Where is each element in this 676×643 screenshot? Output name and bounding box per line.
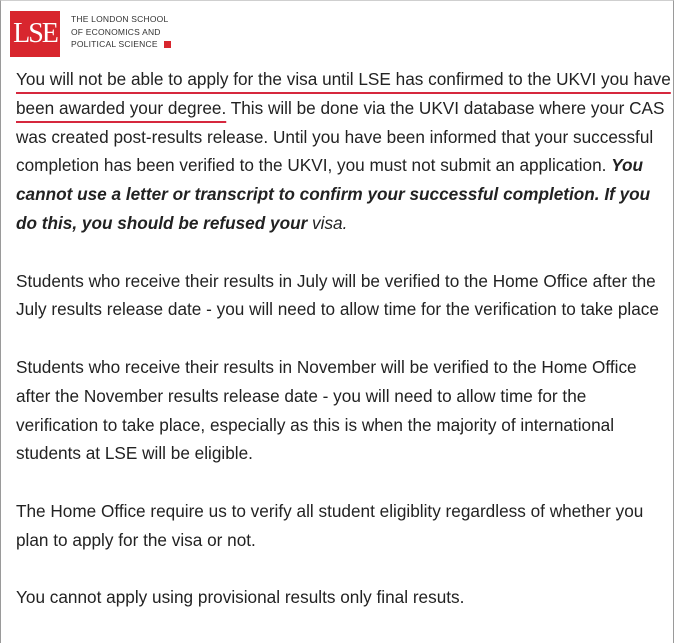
- logo-line-2: OF ECONOMICS AND: [71, 26, 161, 37]
- lse-logo-mark: LSE: [10, 11, 60, 57]
- logo-line-1: THE LONDON SCHOOL: [71, 14, 169, 24]
- paragraph-text: This will be done via the UKVI database where your CAS was created post-results release. Until you have been informed that your successful completion has been verified to the UKVI, you must not submit an application.: [16, 97, 665, 176]
- paragraph-eligibility: The Home Office require us to verify all student eligiblity regardless of whether you plan to apply for the visa or not.: [16, 500, 644, 550]
- logo-line-3-text: POLITICAL SCIENCE: [71, 39, 158, 49]
- lse-logo: [10, 11, 171, 59]
- paragraph-november-results: Students who receive their results in November will be verified to the Home Office after the November results release date - you will need to allow time for the verification to take place, especially as this is when the majority of international students at LSE will be eligible.: [16, 356, 637, 464]
- logo-line-3: [71, 38, 171, 51]
- paragraph-visa-confirmation: [16, 65, 672, 238]
- warning-text-end: visa.: [307, 212, 348, 233]
- paragraph-july-results: Students who receive their results in July will be verified to the Home Office after the July results release date - you will need to allow time for the verification to take place: [16, 270, 659, 320]
- warning-text: You cannot use a letter or transcript to confirm your successful completion. If you do this, you should be refused your: [16, 155, 651, 233]
- logo-square-icon: [164, 41, 171, 48]
- underlined-highlight: You will not be able to apply for the visa until LSE has confirmed to the UKVI you have been awarded your degree.: [16, 69, 671, 118]
- paragraph-provisional-results: You cannot apply using provisional results only final resuts.: [16, 587, 465, 608]
- lse-logo-wordmark: [71, 13, 171, 51]
- article-body: [16, 65, 672, 641]
